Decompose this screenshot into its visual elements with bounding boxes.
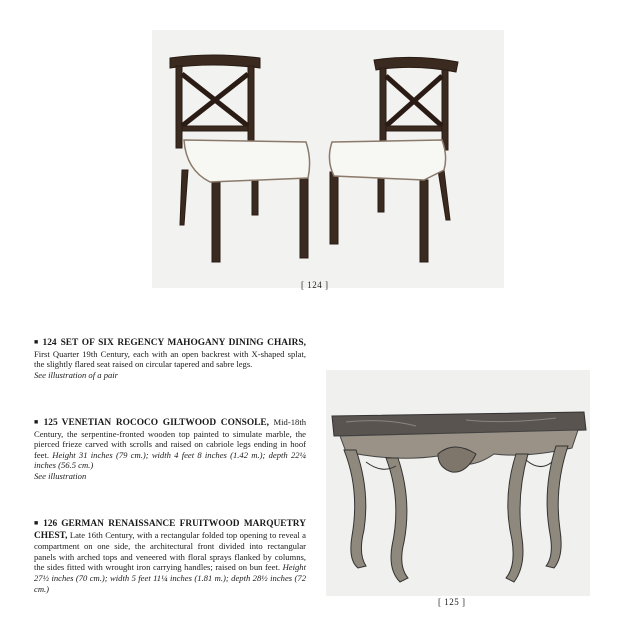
console-leg-mid-right — [506, 454, 528, 582]
lot-125-note: See illustration — [34, 470, 87, 481]
figure-caption-125: [ 125 ] — [438, 597, 466, 607]
lot-126-period: Late 16th Century, — [69, 529, 135, 540]
lot-126-dimensions: Height 27½ inches (70 cm.); width 5 feet 11¼ inches (1.81 m.); depth 28½ inches (72 cm.) — [34, 562, 306, 594]
console-illustration — [326, 370, 590, 596]
bullet-icon: ■ — [34, 338, 40, 346]
lot-125-description: the serpentine-fronted wooden top painted to simulate marble, the pierced frieze carved with scrolls and raised on cabriole legs ending in hoof feet. — [34, 428, 306, 460]
left-chair-seat — [184, 140, 310, 182]
chairs-photo — [152, 30, 504, 288]
chairs-illustration — [152, 30, 504, 288]
console-leg-mid-left — [386, 458, 408, 582]
lot-126 — [34, 518, 306, 594]
lot-124 — [34, 337, 306, 380]
lot-126-number: 126 — [43, 519, 58, 529]
lot-125-heading — [34, 418, 269, 428]
lot-126-title: GERMAN RENAISSANCE FRUITWOOD MARQUETRY CHEST, — [34, 519, 306, 541]
console-photo — [326, 370, 590, 596]
lot-125-number: 125 — [43, 418, 58, 428]
right-chair-seat — [329, 140, 445, 180]
console-leg-left — [344, 450, 366, 568]
lot-126-description: with a rectangular folded top opening to reveal a compartment on one side, the architectural front divided into rectangular panels with arched tops and veneered with floral sprays flanked by columns, the sides fitted with wrought iron carrying handles; raised on bun feet. — [34, 529, 306, 573]
lot-124-description: each with an open backrest with X-shaped splat, the slightly flared seat raised on circular tapered and sabre legs. — [34, 348, 306, 370]
lot-124-period: First Quarter 19th Century, — [34, 348, 130, 359]
lot-125-title: VENETIAN ROCOCO GILTWOOD CONSOLE, — [61, 418, 269, 428]
bullet-icon: ■ — [34, 519, 41, 527]
lot-125-period: Mid-18th Century, — [34, 417, 306, 439]
lot-124-title: SET OF SIX REGENCY MAHOGANY DINING CHAIRS, — [60, 338, 306, 348]
lot-124-heading — [34, 338, 306, 348]
lot-125 — [34, 417, 306, 482]
lot-124-note: See illustration of a pair — [34, 369, 119, 380]
figure-caption-124: [ 124 ] — [301, 280, 329, 290]
bullet-icon: ■ — [34, 418, 41, 426]
lot-125-dimensions: Height 31 inches (79 cm.); width 4 feet 8 inches (1.42 m.); depth 22¼ inches (56.5 cm.) — [34, 449, 306, 471]
lot-124-number: 124 — [42, 338, 57, 348]
